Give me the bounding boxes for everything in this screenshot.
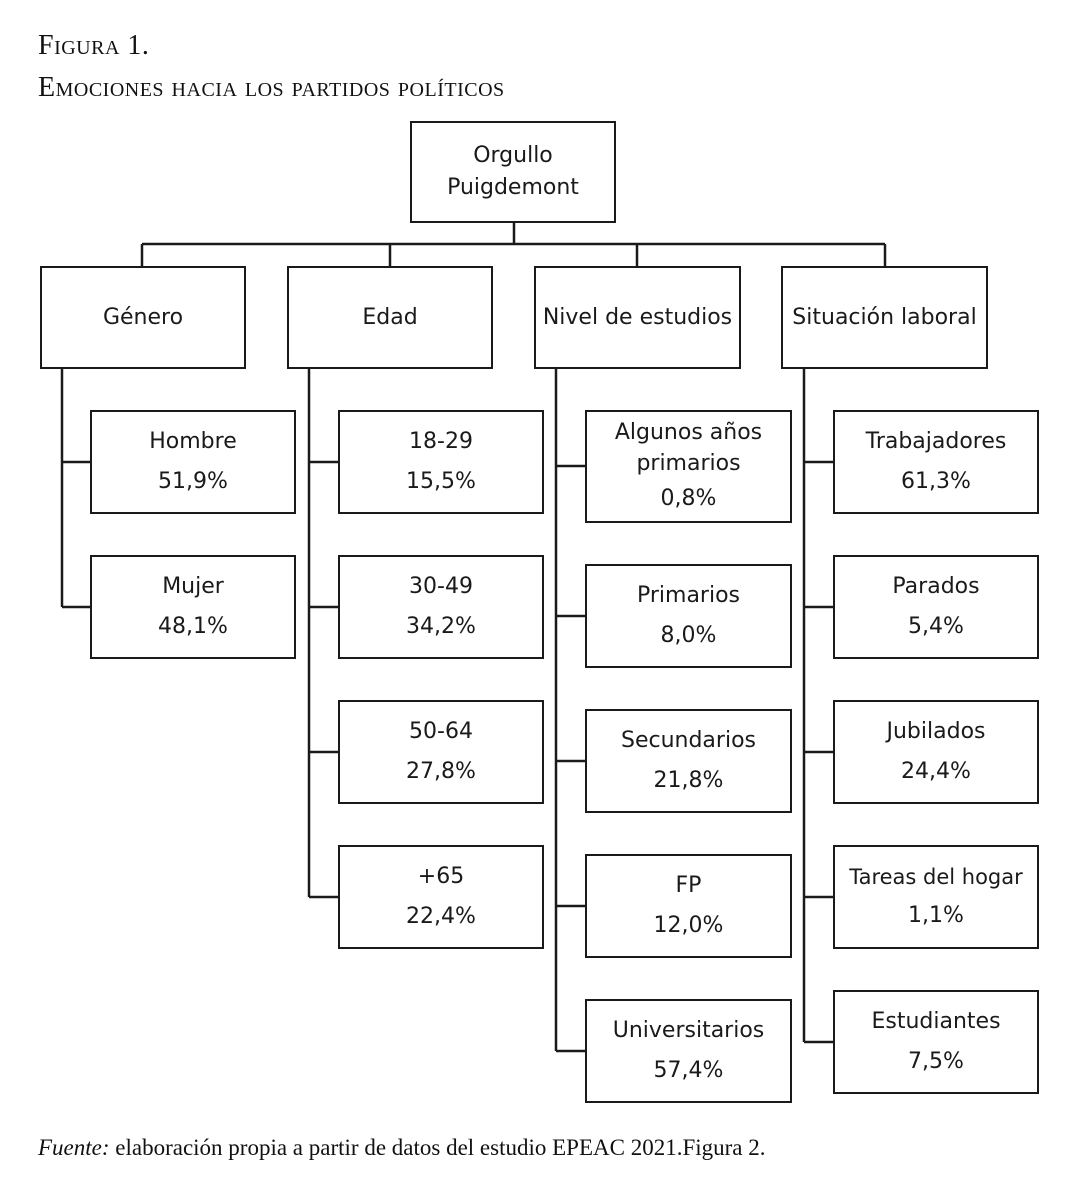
leaf-primarios bbox=[585, 564, 792, 668]
source-text: elaboración propia a partir de datos del estudio EPEAC 2021.Figura 2. bbox=[109, 1135, 766, 1160]
leaf-value: 15,5% bbox=[406, 469, 476, 494]
leaf-algunos-anos-primarios bbox=[585, 410, 792, 523]
leaf-value: 0,8% bbox=[660, 485, 717, 511]
leaf-universitarios bbox=[585, 999, 792, 1103]
leaf-jubilados bbox=[833, 700, 1039, 804]
leaf-label-2: primarios bbox=[636, 451, 741, 477]
leaf-fp bbox=[585, 854, 792, 958]
leaf-18-29 bbox=[338, 410, 544, 514]
leaf-value: 8,0% bbox=[660, 623, 717, 648]
leaf-label: 50-64 bbox=[409, 719, 473, 745]
leaf-mujer bbox=[90, 555, 296, 659]
leaf-label: Jubilados bbox=[886, 719, 986, 745]
leaf-label: Mujer bbox=[162, 574, 224, 600]
category-edad bbox=[287, 266, 493, 369]
leaf-value: 1,1% bbox=[908, 903, 964, 929]
figure-label: Figura 1. bbox=[38, 30, 150, 61]
leaf-value: 21,8% bbox=[653, 768, 724, 793]
source-prefix: Fuente: bbox=[38, 1135, 110, 1160]
leaf-label: Tareas del hogar bbox=[849, 864, 1023, 889]
root-line-2: Puigdemont bbox=[447, 175, 579, 200]
root-node bbox=[410, 121, 616, 223]
leaf-label: FP bbox=[675, 873, 702, 899]
leaf-trabajadores bbox=[833, 410, 1039, 514]
leaf-label: Estudiantes bbox=[871, 1009, 1001, 1035]
category-genero bbox=[40, 266, 246, 369]
leaf-value: 51,9% bbox=[158, 469, 228, 494]
leaf-value: 7,5% bbox=[908, 1049, 964, 1074]
figure-title: Emociones hacia los partidos políticos bbox=[38, 72, 505, 103]
leaf-value: 48,1% bbox=[158, 614, 228, 639]
leaf-label: 30-49 bbox=[409, 574, 473, 600]
leaf-value: 61,3% bbox=[901, 469, 971, 494]
leaf-label: 18-29 bbox=[409, 429, 473, 455]
leaf-label: Hombre bbox=[149, 429, 237, 455]
category-label: Género bbox=[102, 304, 184, 330]
leaf-label: Secundarios bbox=[620, 728, 756, 754]
root-line-1: Orgullo bbox=[473, 143, 553, 169]
leaf-50-64 bbox=[338, 700, 544, 804]
leaf-estudiantes bbox=[833, 990, 1039, 1094]
source-note bbox=[38, 1135, 766, 1161]
leaf-label: +65 bbox=[417, 864, 465, 890]
leaf-label: Parados bbox=[892, 574, 980, 600]
leaf-65 bbox=[338, 845, 544, 949]
category-label: Edad bbox=[362, 304, 418, 330]
leaf-30-49 bbox=[338, 555, 544, 659]
leaf-value: 34,2% bbox=[406, 614, 476, 639]
leaf-value: 57,4% bbox=[653, 1058, 724, 1083]
leaf-secundarios bbox=[585, 709, 792, 813]
leaf-value: 12,0% bbox=[653, 913, 724, 938]
leaf-parados bbox=[833, 555, 1039, 659]
leaf-label: Trabajadores bbox=[865, 429, 1007, 455]
leaf-value: 27,8% bbox=[406, 759, 476, 784]
leaf-hombre bbox=[90, 410, 296, 514]
category-estudios bbox=[534, 266, 741, 369]
leaf-label: Algunos años bbox=[614, 420, 763, 446]
category-label: Situación laboral bbox=[792, 304, 977, 330]
category-label: Nivel de estudios bbox=[542, 304, 733, 330]
category-laboral bbox=[781, 266, 988, 369]
leaf-label: Primarios bbox=[636, 583, 741, 609]
leaf-value: 22,4% bbox=[406, 904, 476, 929]
leaf-value: 24,4% bbox=[901, 759, 971, 784]
leaf-tareas-del-hogar bbox=[833, 845, 1039, 949]
leaf-label: Universitarios bbox=[612, 1018, 765, 1044]
leaf-value: 5,4% bbox=[908, 614, 964, 639]
